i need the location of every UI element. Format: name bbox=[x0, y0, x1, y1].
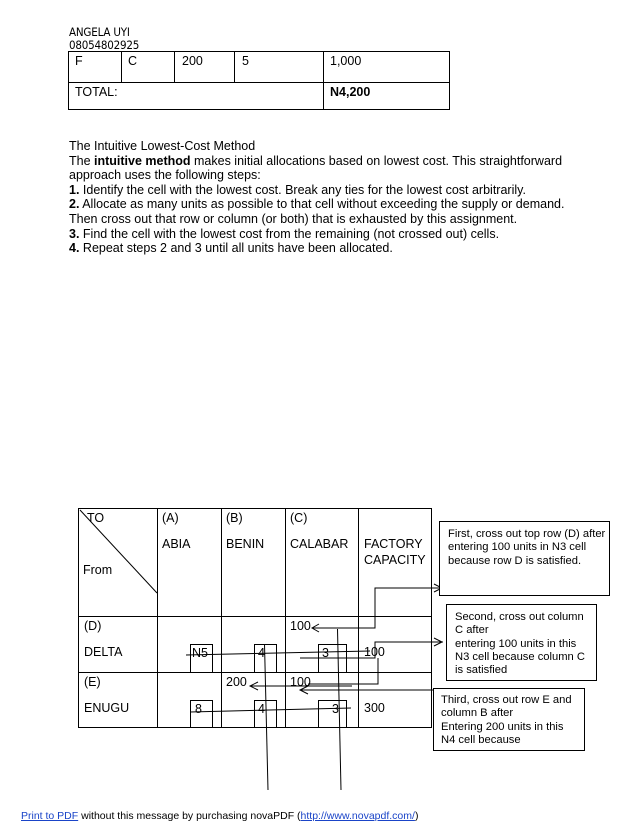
method-step-3: 3. Find the cell with the lowest cost from the remaining (not crossed out) cells. bbox=[69, 226, 500, 241]
method-step-1: 1. Identify the cell with the lowest cost. Break any ties for the lowest cost arbitrarily. bbox=[69, 182, 526, 197]
from-label: From bbox=[83, 563, 113, 577]
method-step-2-cont: Then cross out that row or column (or both) that is exhausted by this assignment. bbox=[69, 211, 518, 226]
table-cell: 200 bbox=[182, 54, 203, 68]
column-c-name: CALABAR bbox=[290, 537, 349, 551]
total-value: N4,200 bbox=[330, 85, 371, 99]
column-a-name: ABIA bbox=[162, 537, 191, 551]
row-d-cost-c: 3 bbox=[322, 646, 329, 660]
row-e-allocation-b: 200 bbox=[226, 675, 247, 689]
row-e-capacity: 300 bbox=[364, 701, 385, 715]
row-d-allocation-c: 100 bbox=[290, 619, 311, 633]
author-phone: 08054802925 bbox=[69, 38, 140, 52]
print-to-pdf-link[interactable]: Print to PDF bbox=[21, 810, 79, 822]
total-label: TOTAL: bbox=[75, 85, 118, 99]
row-e-name: ENUGU bbox=[84, 701, 130, 715]
column-a-code: (A) bbox=[162, 511, 179, 525]
cross-out-column-b bbox=[265, 644, 269, 790]
cross-out-row-e bbox=[190, 708, 351, 712]
arrow-first-note bbox=[313, 588, 443, 628]
table-cell: 1,000 bbox=[330, 54, 362, 68]
row-e-cost-c: 3 bbox=[332, 702, 339, 716]
method-title: The Intuitive Lowest-Cost Method bbox=[69, 139, 256, 153]
row-e-cost-b: 4 bbox=[258, 702, 265, 716]
method-step-2: 2. Allocate as many units as possible to that cell without exceeding the supply or demand. bbox=[69, 197, 565, 212]
row-d-name: DELTA bbox=[84, 645, 123, 659]
column-b-code: (B) bbox=[226, 511, 243, 525]
novapdf-link[interactable]: http://www.novapdf.com/ bbox=[300, 810, 415, 822]
cross-out-row-d bbox=[186, 651, 370, 655]
row-e-code: (E) bbox=[84, 675, 101, 689]
column-c-code: (C) bbox=[290, 511, 308, 525]
column-b-name: BENIN bbox=[226, 537, 265, 551]
row-d-code: (D) bbox=[84, 619, 102, 633]
table-cell: C bbox=[128, 54, 138, 68]
note-second: Second, cross out column C after entering 100 units in this N3 cell because column C is satisfied bbox=[446, 604, 597, 681]
note-first: First, cross out top row (D) after entering 100 units in N3 cell because row D is satisfied. bbox=[439, 521, 610, 596]
footer: Print to PDF without this message by purchasing novaPDF (http://www.novapdf.com/) bbox=[21, 810, 419, 822]
method-step-4: 4. Repeat steps 2 and 3 until all units have been allocated. bbox=[69, 241, 393, 256]
row-d-capacity: 100 bbox=[364, 645, 385, 659]
table-cell: F bbox=[75, 54, 83, 68]
row-e-cost-a: 8 bbox=[195, 702, 202, 716]
to-label: TO bbox=[87, 511, 105, 525]
method-intro-line2: approach uses the following steps: bbox=[69, 168, 261, 183]
table-cell: 5 bbox=[242, 54, 249, 68]
capacity-header-line2: CAPACITY bbox=[364, 553, 426, 567]
capacity-header-line1: FACTORY bbox=[364, 537, 423, 551]
row-d-cost-a: N5 bbox=[192, 646, 208, 660]
intuitive-method-term: intuitive method bbox=[94, 153, 191, 168]
row-d-cost-b: 4 bbox=[258, 646, 265, 660]
note-third: Third, cross out row E and column B after Entering 200 units in this N4 cell because bbox=[433, 688, 585, 751]
method-intro-line1: The intuitive method makes initial allocations based on lowest cost. This straightforward bbox=[69, 153, 563, 168]
row-e-allocation-c: 100 bbox=[290, 675, 311, 689]
author-name: ANGELA UYI bbox=[69, 25, 130, 39]
